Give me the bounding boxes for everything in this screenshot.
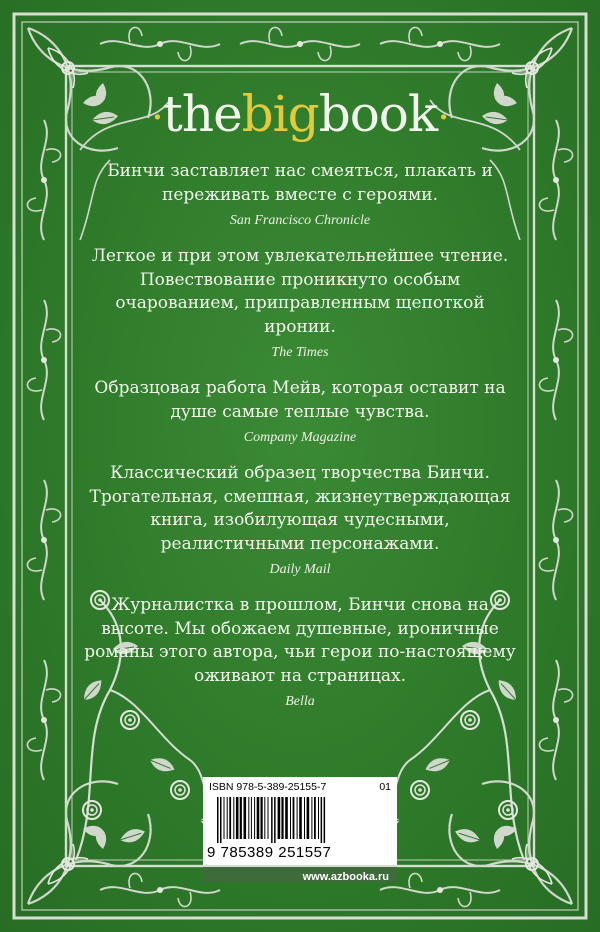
quote-text: Журналистка в прошлом, Бинчи снова на высоте. Мы обожаем душевные, ироничные романы этого автора, чьи герои по-настоящему оживают на страницах. <box>84 595 516 686</box>
barcode-bar <box>281 797 283 839</box>
review-quote <box>80 245 520 363</box>
quote-source: The Times <box>271 345 329 360</box>
quote-text: Образцовая работа Мейв, которая оставит на душе самые теплые чувства. <box>94 378 506 422</box>
quote-source: San Francisco Chronicle <box>229 213 371 228</box>
barcode-bar <box>227 797 228 839</box>
barcode-bar <box>307 797 310 839</box>
review-quote <box>80 160 520 231</box>
barcode-bar <box>254 797 255 839</box>
review-quote <box>80 377 520 448</box>
barcode-bar <box>224 797 225 839</box>
quote-source: Company Magazine <box>243 430 357 445</box>
barcode-bar <box>220 797 222 843</box>
barcode-bar <box>324 797 326 843</box>
barcode-bar <box>248 797 249 839</box>
quote-source: Bella <box>285 694 315 709</box>
barcode-bar <box>318 797 319 839</box>
barcode-bar <box>229 797 231 839</box>
barcode-bar <box>297 797 298 839</box>
publisher-website: www.azbooka.ru <box>302 871 389 883</box>
barcode-bar <box>304 797 305 839</box>
barcode-bars <box>217 797 383 843</box>
barcode-bar <box>293 797 295 839</box>
barcode-bar <box>236 797 239 839</box>
review-quotes <box>80 160 520 726</box>
barcode-bar <box>233 797 234 839</box>
barcode-bar <box>244 797 247 839</box>
barcode-bar <box>264 797 265 839</box>
barcode-bar <box>299 797 302 839</box>
barcode-bar <box>268 797 269 839</box>
review-quote <box>80 462 520 580</box>
barcode-bar <box>217 797 219 843</box>
barcode-bar <box>311 797 312 839</box>
quote-source: Daily Mail <box>269 562 331 577</box>
logo-dot-left: · <box>151 95 163 141</box>
barcode-bar <box>285 797 288 839</box>
barcode-bar <box>274 797 276 843</box>
isbn-number: ISBN 978-5-389-25155-7 <box>209 781 327 793</box>
barcode-bar <box>240 797 242 839</box>
thebigbook-logo <box>0 84 600 148</box>
barcode-bar <box>290 797 291 839</box>
logo-the: the <box>162 85 242 143</box>
logo-dot-right: · <box>437 95 449 141</box>
barcode-bar <box>251 797 252 839</box>
barcode-bar <box>314 797 316 839</box>
barcode-bar <box>278 797 281 839</box>
review-quote <box>80 594 520 712</box>
website-strip <box>203 867 397 882</box>
barcode-bar <box>321 797 323 843</box>
barcode-bar <box>261 797 263 839</box>
quote-text: Легкое и при этом увлекательнейшее чтение. Повествование проникнуто особым очарованием, приправленным щепоткой иронии. <box>91 246 509 337</box>
barcode-bar <box>271 797 273 843</box>
isbn-addon: 01 <box>379 781 391 793</box>
logo-big: big <box>241 85 319 143</box>
isbn-barcode <box>203 777 397 865</box>
barcode-digits: 9 785389 251557 <box>207 844 332 861</box>
quote-text: Классический образец творчества Бинчи. Трогательная, смешная, жизнеутверждающая книга, изобилующая чудесными, реалистичными персонажами. <box>89 463 511 554</box>
quote-text: Бинчи заставляет нас смеяться, плакать и переживать вместе с героями. <box>107 161 493 205</box>
logo-book: book <box>318 85 438 143</box>
barcode-bar <box>257 797 260 839</box>
